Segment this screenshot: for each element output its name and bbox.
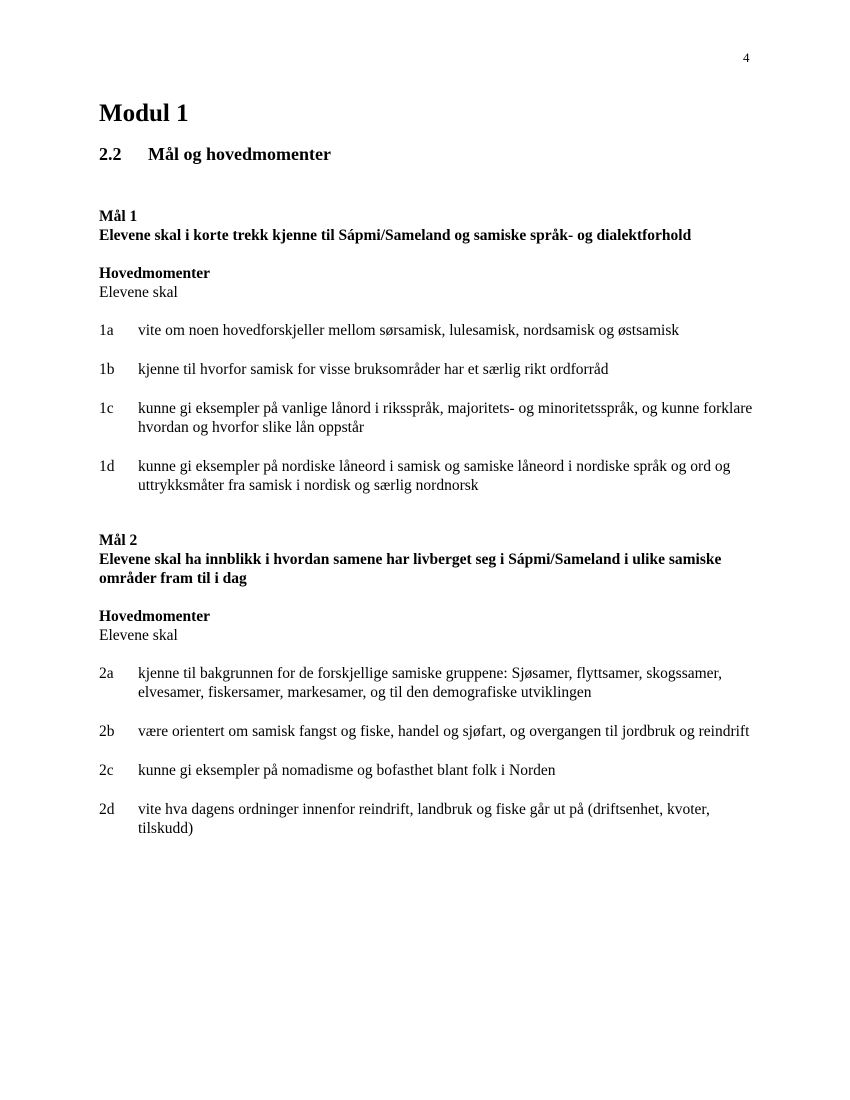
item-text: kunne gi eksempler på vanlige lånord i riksspråk, majoritets- og minoritetsspråk, og kunne forklare hvordan og hvorfor slike lån oppstår (138, 400, 753, 436)
moments-intro: Elevene skal (99, 627, 178, 644)
list-item (99, 664, 764, 702)
list-item (99, 360, 764, 379)
list-item (99, 722, 764, 741)
goal-statement: Elevene skal ha innblikk i hvordan samene har livberget seg i Sápmi/Sameland i ulike samiske områder fram til i dag (99, 551, 722, 587)
moments-list (99, 321, 764, 495)
item-code: 1b (99, 361, 115, 378)
list-item (99, 457, 764, 495)
moments-heading: Hovedmomenter (99, 608, 211, 625)
item-text: kunne gi eksempler på nordiske låneord i samisk og samiske låneord i nordiske språk og ord og uttrykksmåter fra samisk i nordisk og særlig nordnorsk (138, 458, 731, 494)
document-body (99, 97, 764, 858)
item-text: være orientert om samisk fangst og fiske, handel og sjøfart, og overgangen til jordbruk og reindrift (138, 723, 750, 740)
section-title: Mål og hovedmomenter (148, 144, 331, 164)
item-code: 1a (99, 322, 114, 339)
item-text: vite hva dagens ordninger innenfor reindrift, landbruk og fiske går ut på (driftsenhet, kvoter, tilskudd) (138, 801, 710, 837)
list-item (99, 399, 764, 437)
goal-label: Mål 1 (99, 208, 138, 225)
goal-1 (99, 207, 764, 495)
item-code: 2c (99, 762, 114, 779)
goal-statement: Elevene skal i korte trekk kjenne til Sápmi/Sameland og samiske språk- og dialektforhold (99, 227, 692, 244)
section-heading (99, 141, 764, 167)
goal-label: Mål 2 (99, 532, 138, 549)
item-text: kjenne til bakgrunnen for de forskjellige samiske gruppene: Sjøsamer, flyttsamer, skogssamer, elvesamer, fiskersamer, markesamer, og til den demografiske utviklingen (138, 665, 722, 701)
item-code: 1c (99, 400, 114, 417)
module-title: Modul 1 (99, 100, 189, 127)
section-number: 2.2 (99, 144, 122, 164)
moments-intro: Elevene skal (99, 284, 178, 301)
item-text: kjenne til hvorfor samisk for visse bruksområder har et særlig rikt ordforråd (138, 361, 609, 378)
list-item (99, 800, 764, 838)
moments-list (99, 664, 764, 838)
list-item (99, 321, 764, 340)
item-code: 2b (99, 723, 115, 740)
list-item (99, 761, 764, 780)
item-text: vite om noen hovedforskjeller mellom sørsamisk, lulesamisk, nordsamisk og østsamisk (138, 322, 680, 339)
item-text: kunne gi eksempler på nomadisme og bofasthet blant folk i Norden (138, 762, 556, 779)
item-code: 1d (99, 458, 115, 475)
page-number: 4 (743, 50, 750, 65)
item-code: 2d (99, 801, 115, 818)
item-code: 2a (99, 665, 114, 682)
moments-heading: Hovedmomenter (99, 265, 211, 282)
goal-2 (99, 531, 764, 838)
